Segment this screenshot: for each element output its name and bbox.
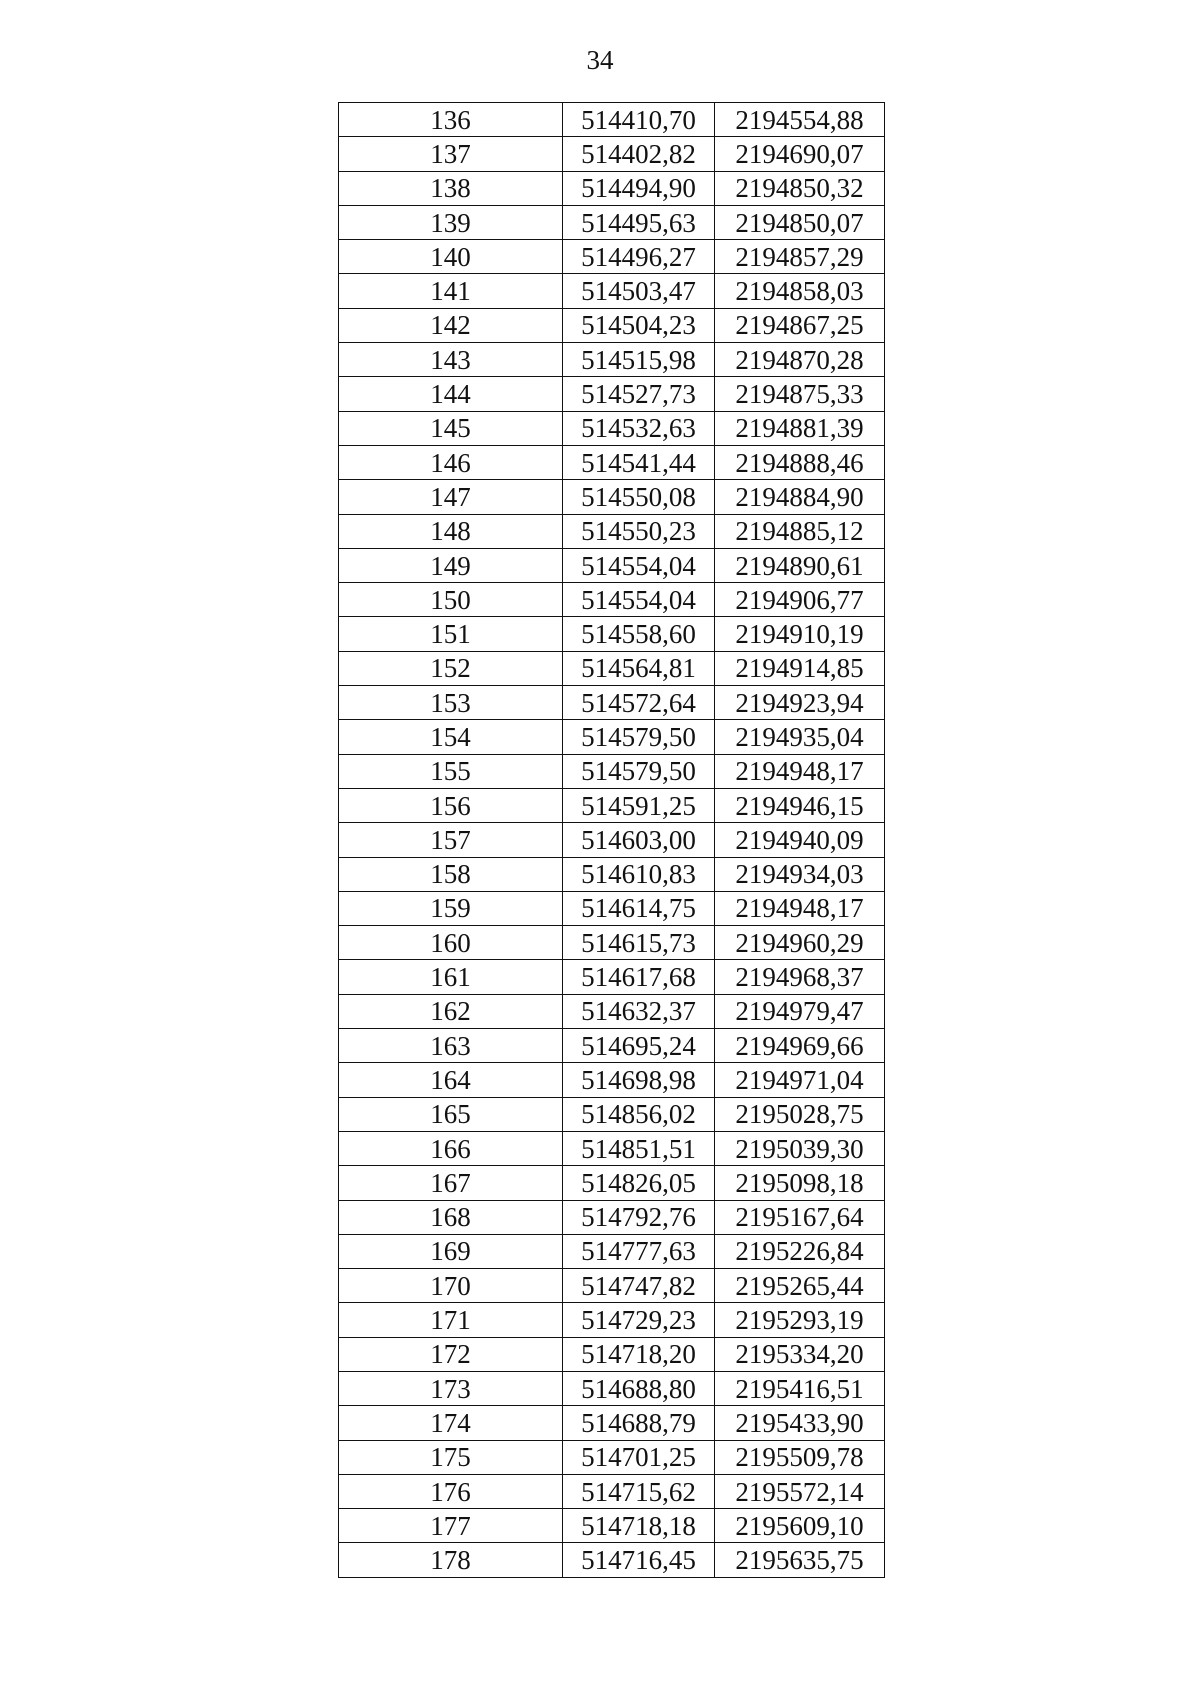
point-number-cell: 166 [339,1131,563,1165]
x-coordinate-cell: 514615,73 [563,926,715,960]
x-coordinate-cell: 514777,63 [563,1234,715,1268]
y-coordinate-cell: 2195039,30 [715,1131,885,1165]
x-coordinate-cell: 514718,20 [563,1337,715,1371]
y-coordinate-cell: 2194948,17 [715,891,885,925]
table-row [339,686,885,720]
x-coordinate-cell: 514632,37 [563,994,715,1028]
table-row [339,480,885,514]
x-coordinate-cell: 514792,76 [563,1200,715,1234]
x-coordinate-cell: 514515,98 [563,343,715,377]
point-number-cell: 175 [339,1440,563,1474]
y-coordinate-cell: 2194858,03 [715,274,885,308]
point-number-cell: 148 [339,514,563,548]
y-coordinate-cell: 2195226,84 [715,1234,885,1268]
table-row [339,960,885,994]
y-coordinate-cell: 2195609,10 [715,1509,885,1543]
point-number-cell: 176 [339,1474,563,1508]
table-row [339,617,885,651]
table-row [339,583,885,617]
table-row [339,171,885,205]
point-number-cell: 164 [339,1063,563,1097]
point-number-cell: 147 [339,480,563,514]
coordinates-table [338,102,885,1578]
table-row [339,1029,885,1063]
y-coordinate-cell: 2195433,90 [715,1406,885,1440]
x-coordinate-cell: 514715,62 [563,1474,715,1508]
point-number-cell: 152 [339,651,563,685]
x-coordinate-cell: 514504,23 [563,308,715,342]
y-coordinate-cell: 2194971,04 [715,1063,885,1097]
y-coordinate-cell: 2194554,88 [715,103,885,137]
table-row [339,1200,885,1234]
table-row [339,1063,885,1097]
x-coordinate-cell: 514701,25 [563,1440,715,1474]
point-number-cell: 157 [339,823,563,857]
coordinates-table-body [339,103,885,1578]
x-coordinate-cell: 514729,23 [563,1303,715,1337]
x-coordinate-cell: 514494,90 [563,171,715,205]
y-coordinate-cell: 2195028,75 [715,1097,885,1131]
table-row [339,1406,885,1440]
y-coordinate-cell: 2195098,18 [715,1166,885,1200]
point-number-cell: 161 [339,960,563,994]
point-number-cell: 169 [339,1234,563,1268]
y-coordinate-cell: 2194690,07 [715,137,885,171]
y-coordinate-cell: 2195416,51 [715,1371,885,1405]
point-number-cell: 162 [339,994,563,1028]
table-row [339,857,885,891]
point-number-cell: 173 [339,1371,563,1405]
table-row [339,514,885,548]
x-coordinate-cell: 514496,27 [563,240,715,274]
table-row [339,1474,885,1508]
y-coordinate-cell: 2194850,32 [715,171,885,205]
point-number-cell: 171 [339,1303,563,1337]
table-row [339,891,885,925]
point-number-cell: 174 [339,1406,563,1440]
table-row [339,1166,885,1200]
table-row [339,1371,885,1405]
table-row [339,308,885,342]
table-row [339,788,885,822]
y-coordinate-cell: 2194923,94 [715,686,885,720]
y-coordinate-cell: 2194948,17 [715,754,885,788]
y-coordinate-cell: 2194946,15 [715,788,885,822]
table-row [339,103,885,137]
table-row [339,1131,885,1165]
table-row [339,548,885,582]
y-coordinate-cell: 2194940,09 [715,823,885,857]
y-coordinate-cell: 2195265,44 [715,1269,885,1303]
x-coordinate-cell: 514579,50 [563,720,715,754]
table-row [339,1269,885,1303]
point-number-cell: 170 [339,1269,563,1303]
x-coordinate-cell: 514591,25 [563,788,715,822]
x-coordinate-cell: 514688,79 [563,1406,715,1440]
x-coordinate-cell: 514572,64 [563,686,715,720]
table-row [339,343,885,377]
y-coordinate-cell: 2194881,39 [715,411,885,445]
x-coordinate-cell: 514688,80 [563,1371,715,1405]
table-row [339,137,885,171]
y-coordinate-cell: 2194914,85 [715,651,885,685]
x-coordinate-cell: 514402,82 [563,137,715,171]
x-coordinate-cell: 514558,60 [563,617,715,651]
table-row [339,377,885,411]
table-row [339,411,885,445]
table-row [339,1337,885,1371]
x-coordinate-cell: 514716,45 [563,1543,715,1577]
y-coordinate-cell: 2194867,25 [715,308,885,342]
x-coordinate-cell: 514826,05 [563,1166,715,1200]
x-coordinate-cell: 514541,44 [563,445,715,479]
table-row [339,205,885,239]
point-number-cell: 142 [339,308,563,342]
point-number-cell: 144 [339,377,563,411]
y-coordinate-cell: 2195635,75 [715,1543,885,1577]
point-number-cell: 139 [339,205,563,239]
table-row [339,1303,885,1337]
table-row [339,1543,885,1577]
y-coordinate-cell: 2195509,78 [715,1440,885,1474]
point-number-cell: 165 [339,1097,563,1131]
table-row [339,1440,885,1474]
point-number-cell: 143 [339,343,563,377]
table-row [339,240,885,274]
point-number-cell: 145 [339,411,563,445]
table-row [339,994,885,1028]
x-coordinate-cell: 514532,63 [563,411,715,445]
y-coordinate-cell: 2194934,03 [715,857,885,891]
x-coordinate-cell: 514564,81 [563,651,715,685]
table-row [339,274,885,308]
x-coordinate-cell: 514554,04 [563,583,715,617]
y-coordinate-cell: 2194969,66 [715,1029,885,1063]
point-number-cell: 141 [339,274,563,308]
x-coordinate-cell: 514610,83 [563,857,715,891]
y-coordinate-cell: 2194885,12 [715,514,885,548]
point-number-cell: 155 [339,754,563,788]
point-number-cell: 158 [339,857,563,891]
point-number-cell: 163 [339,1029,563,1063]
y-coordinate-cell: 2194857,29 [715,240,885,274]
x-coordinate-cell: 514503,47 [563,274,715,308]
x-coordinate-cell: 514579,50 [563,754,715,788]
x-coordinate-cell: 514527,73 [563,377,715,411]
point-number-cell: 140 [339,240,563,274]
x-coordinate-cell: 514410,70 [563,103,715,137]
y-coordinate-cell: 2195572,14 [715,1474,885,1508]
table-row [339,1097,885,1131]
y-coordinate-cell: 2195293,19 [715,1303,885,1337]
x-coordinate-cell: 514614,75 [563,891,715,925]
point-number-cell: 150 [339,583,563,617]
x-coordinate-cell: 514550,23 [563,514,715,548]
y-coordinate-cell: 2194979,47 [715,994,885,1028]
table-row [339,1509,885,1543]
x-coordinate-cell: 514851,51 [563,1131,715,1165]
y-coordinate-cell: 2194870,28 [715,343,885,377]
point-number-cell: 159 [339,891,563,925]
point-number-cell: 136 [339,103,563,137]
x-coordinate-cell: 514718,18 [563,1509,715,1543]
y-coordinate-cell: 2194850,07 [715,205,885,239]
x-coordinate-cell: 514617,68 [563,960,715,994]
point-number-cell: 168 [339,1200,563,1234]
point-number-cell: 156 [339,788,563,822]
page-number: 34 [586,45,614,75]
table-row [339,651,885,685]
y-coordinate-cell: 2195167,64 [715,1200,885,1234]
y-coordinate-cell: 2195334,20 [715,1337,885,1371]
point-number-cell: 172 [339,1337,563,1371]
point-number-cell: 177 [339,1509,563,1543]
x-coordinate-cell: 514554,04 [563,548,715,582]
point-number-cell: 137 [339,137,563,171]
y-coordinate-cell: 2194906,77 [715,583,885,617]
point-number-cell: 178 [339,1543,563,1577]
y-coordinate-cell: 2194888,46 [715,445,885,479]
x-coordinate-cell: 514695,24 [563,1029,715,1063]
point-number-cell: 149 [339,548,563,582]
table-row [339,926,885,960]
y-coordinate-cell: 2194935,04 [715,720,885,754]
point-number-cell: 146 [339,445,563,479]
x-coordinate-cell: 514698,98 [563,1063,715,1097]
y-coordinate-cell: 2194910,19 [715,617,885,651]
x-coordinate-cell: 514856,02 [563,1097,715,1131]
point-number-cell: 167 [339,1166,563,1200]
x-coordinate-cell: 514603,00 [563,823,715,857]
x-coordinate-cell: 514550,08 [563,480,715,514]
y-coordinate-cell: 2194875,33 [715,377,885,411]
table-row [339,720,885,754]
table-row [339,445,885,479]
y-coordinate-cell: 2194960,29 [715,926,885,960]
point-number-cell: 160 [339,926,563,960]
table-row [339,1234,885,1268]
point-number-cell: 151 [339,617,563,651]
point-number-cell: 153 [339,686,563,720]
point-number-cell: 138 [339,171,563,205]
table-row [339,823,885,857]
x-coordinate-cell: 514747,82 [563,1269,715,1303]
y-coordinate-cell: 2194884,90 [715,480,885,514]
point-number-cell: 154 [339,720,563,754]
x-coordinate-cell: 514495,63 [563,205,715,239]
y-coordinate-cell: 2194890,61 [715,548,885,582]
table-row [339,754,885,788]
y-coordinate-cell: 2194968,37 [715,960,885,994]
